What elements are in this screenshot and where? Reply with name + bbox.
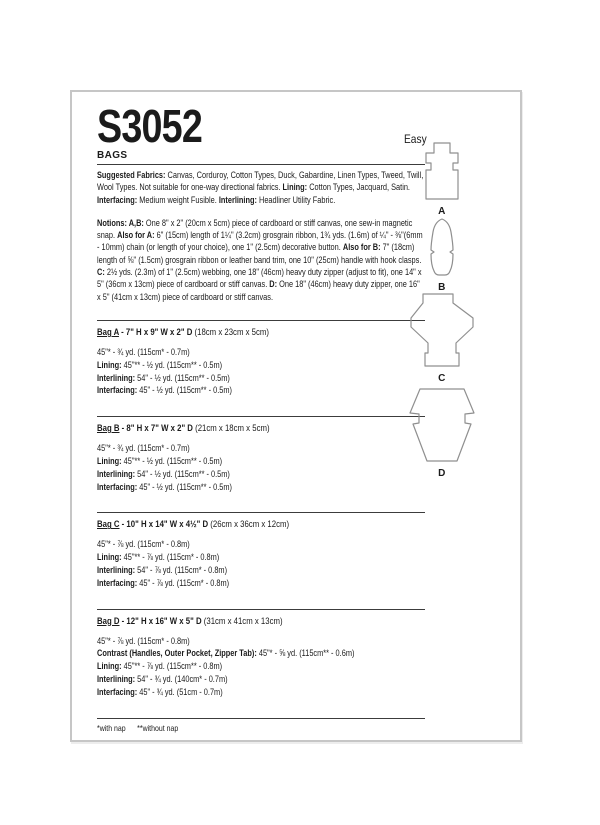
header: [97, 100, 427, 165]
bag-a-figure-label: A: [438, 206, 446, 217]
section-divider: [97, 512, 425, 513]
bag-d-title: Bag D - 12" H x 16" W x 5" D (31cm x 41cm x 13cm): [97, 615, 283, 627]
bag-c-section: [97, 512, 427, 589]
footnote: [97, 723, 425, 733]
text-column: [97, 100, 427, 733]
pattern-number: S3052: [97, 100, 202, 152]
without-nap-note: **without nap: [137, 722, 179, 733]
suggested-fabrics-paragraph: Suggested Fabrics: Canvas, Corduroy, Cotton Types, Duck, Gabardine, Linen Types, Tweed, Twill, Wool Types. Not suitable for one-way directional fabrics. Lining: Cotton Types, Jacquard, Satin. Interfacing: Medium weight Fusible. Interlining: Headliner Utility Fabric.: [97, 170, 424, 205]
bag-d-yardage: [97, 635, 425, 699]
bag-c-figure: [402, 293, 482, 384]
with-nap-note: *with nap: [97, 722, 126, 733]
pattern-instruction-sheet: [70, 90, 522, 742]
section-divider: [97, 320, 425, 321]
bag-c-yardage: [97, 538, 425, 589]
bag-b-outline-icon: [424, 218, 460, 276]
bag-b-section: [97, 416, 427, 493]
bag-b-figure-label: B: [438, 282, 446, 293]
yardage-line: Interfacing: 45" - ½ yd. (115cm** - 0.5m): [97, 385, 232, 396]
bag-d-figure-label: D: [438, 468, 446, 479]
yardage-line: Lining: 45"** - ⅞ yd. (115cm** - 0.8m): [97, 661, 223, 672]
bag-a-yardage: [97, 346, 425, 397]
bag-a-title: Bag A - 7" H x 9" W x 2" D (18cm x 23cm x 5cm): [97, 326, 269, 338]
category-label: BAGS: [97, 150, 128, 161]
yardage-line: Interlining: 54" - ¾ yd. (140cm* - 0.7m): [97, 673, 228, 684]
section-divider: [97, 416, 425, 417]
yardage-line: Lining: 45"** - ½ yd. (115cm** - 0.5m): [97, 455, 223, 466]
bag-c-outline-icon: [410, 293, 474, 367]
footnote-divider: [97, 718, 425, 719]
yardage-line: 45"* - ⅞ yd. (115cm* - 0.8m): [97, 539, 190, 550]
yardage-line: Interlining: 54" - ½ yd. (115cm** - 0.5m): [97, 372, 230, 383]
yardage-line: Interfacing: 45" - ½ yd. (115cm** - 0.5m): [97, 481, 232, 492]
bag-d-figure: [402, 388, 482, 479]
yardage-line: Interfacing: 45" - ⅞ yd. (115cm* - 0.8m): [97, 577, 230, 588]
yardage-line: Contrast (Handles, Outer Pocket, Zipper Tab): 45"* - ⅝ yd. (115cm** - 0.6m): [97, 648, 355, 659]
yardage-line: 45"* - ¾ yd. (115cm* - 0.7m): [97, 443, 190, 454]
yardage-line: Lining: 45"** - ½ yd. (115cm** - 0.5m): [97, 359, 223, 370]
notions-paragraph: Notions: A,B: One 8" x 2" (20cm x 5cm) piece of cardboard or stiff canvas, one sew-in magnetic snap. Also for A: 6" (15cm) length of 1¼" (3.2cm) grosgrain ribbon, 1¾ yds. (1.6m) of ¼" - ⅜"(6mm - 10mm) chain (or length of your choice), one 1" (2.5cm) decorative button. Also for B: 7" (18cm) length of ⅝" (1.5cm) grosgrain ribbon or leather band trim, one 10" (25cm) handle with hook clasps. C: 2½ yds. (2.3m) of 1" (2.5cm) webbing, one 18" (46cm) heavy duty zipper (adjust to fit), one 14" x 5" (36cm x 13cm) piece of cardboard or stiff canvas. D: One 18" (46cm) heavy duty zipper, one 16" x 5" (41cm x 13cm) piece of cardboard or stiff canvas.: [97, 217, 423, 302]
bag-b-title: Bag B - 8" H x 7" W x 2" D (21cm x 18cm x 5cm): [97, 423, 270, 435]
bag-d-outline-icon: [409, 388, 475, 462]
bag-b-figure: [402, 218, 482, 293]
difficulty-label: Easy: [404, 132, 427, 146]
yardage-line: Interlining: 54" - ⅞ yd. (115cm* - 0.8m): [97, 564, 228, 575]
bag-a-figure: [402, 142, 482, 217]
yardage-line: Interfacing: 45" - ¾ yd. (51cm - 0.7m): [97, 686, 223, 697]
section-divider: [97, 609, 425, 610]
bag-a-outline-icon: [424, 142, 460, 200]
bag-b-yardage: [97, 442, 425, 493]
bag-a-section: [97, 320, 427, 397]
bag-c-title: Bag C - 10" H x 14" W x 4½" D (26cm x 36cm x 12cm): [97, 519, 290, 531]
yardage-line: 45"* - ⅞ yd. (115cm* - 0.8m): [97, 635, 190, 646]
yardage-line: Interlining: 54" - ½ yd. (115cm** - 0.5m): [97, 468, 230, 479]
yardage-line: 45"* - ¾ yd. (115cm* - 0.7m): [97, 346, 190, 357]
bag-d-section: [97, 609, 427, 699]
yardage-line: Lining: 45"** - ⅞ yd. (115cm* - 0.8m): [97, 552, 220, 563]
bag-c-figure-label: C: [438, 373, 446, 384]
header-divider: [97, 164, 425, 165]
